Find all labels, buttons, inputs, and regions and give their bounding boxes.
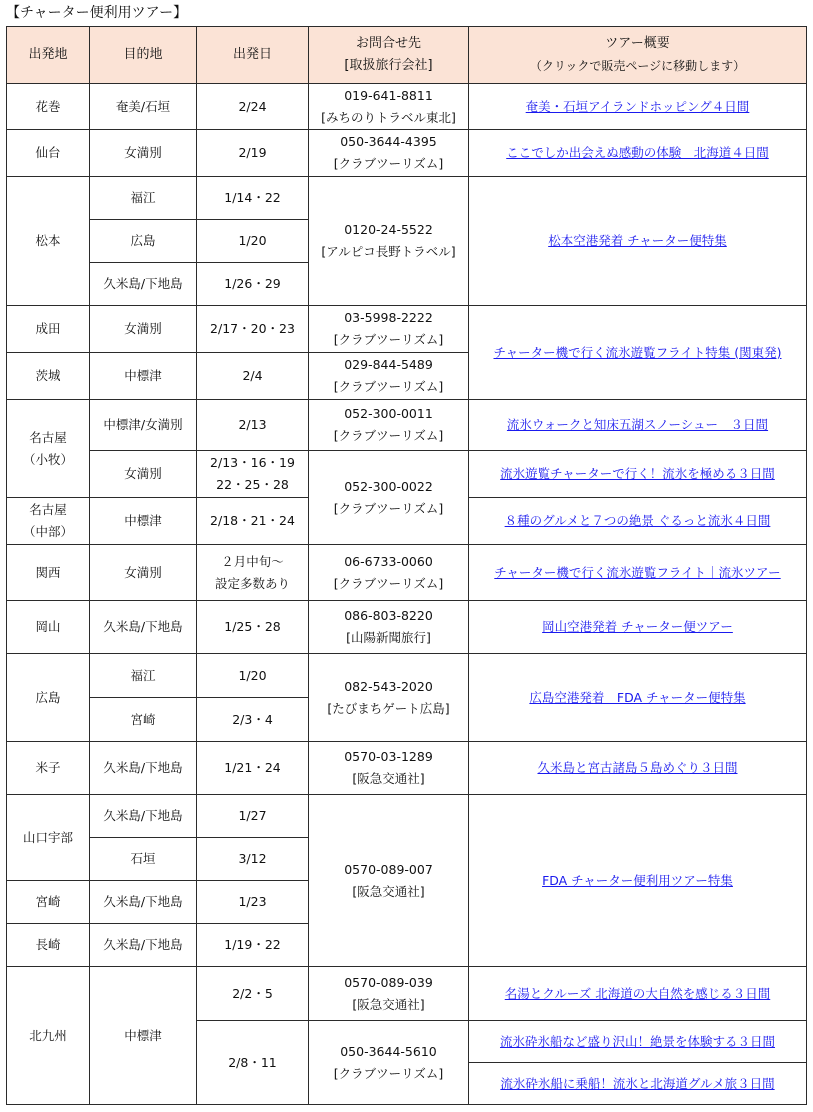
contact-tel: 086-803-8220 xyxy=(344,608,433,623)
contact-tel: 0570-089-007 xyxy=(344,861,433,877)
contact-agency: [クラブツーリズム] xyxy=(333,428,444,443)
contact-agency: [アルピコ長野トラベル] xyxy=(321,244,456,259)
table-row xyxy=(7,795,807,838)
origin-cell: 茨城 xyxy=(7,353,90,400)
table-row xyxy=(7,84,807,130)
header-date: 出発日 xyxy=(197,27,309,84)
origin-cell: 宮崎 xyxy=(7,881,90,924)
contact-cell xyxy=(309,306,469,353)
tour-cell xyxy=(469,400,807,451)
contact-tel: 0570-03-1289 xyxy=(344,749,433,764)
origin-cell: 松本 xyxy=(7,177,90,306)
contact-cell xyxy=(309,1021,469,1105)
header-tour-line1: ツアー概要 xyxy=(605,36,670,51)
date-cell: 1/19・22 xyxy=(197,924,309,967)
date-cell: 1/21・24 xyxy=(197,742,309,795)
date-cell: 1/20 xyxy=(197,220,309,263)
tour-cell xyxy=(469,306,807,400)
contact-cell xyxy=(309,451,469,545)
date-cell: 2/4 xyxy=(197,353,309,400)
tour-cell xyxy=(469,795,807,967)
date-line1: 2/13・16・19 xyxy=(210,455,295,470)
destination-cell: 久米島/下地島 xyxy=(90,742,197,795)
destination-cell: 女満別 xyxy=(90,451,197,498)
origin-cell: 関西 xyxy=(7,545,90,601)
tour-link[interactable]: 流氷遊覧チャーターで行く！流氷を極める３日間 xyxy=(500,466,775,481)
contact-agency: [クラブツーリズム] xyxy=(333,500,444,516)
header-origin: 出発地 xyxy=(7,27,90,84)
origin-cell xyxy=(7,498,90,545)
destination-cell: 女満別 xyxy=(90,306,197,353)
date-cell: 2/13 xyxy=(197,400,309,451)
contact-cell xyxy=(309,742,469,795)
tour-cell xyxy=(469,654,807,742)
origin-cell: 長崎 xyxy=(7,924,90,967)
contact-cell xyxy=(309,177,469,306)
tour-cell xyxy=(469,1063,807,1105)
date-cell: 3/12 xyxy=(197,838,309,881)
contact-tel: 029-844-5489 xyxy=(344,357,433,372)
contact-tel: 082-543-2020 xyxy=(344,678,433,694)
contact-cell xyxy=(309,400,469,451)
destination-cell: 中標津 xyxy=(90,967,197,1105)
date-cell: 2/3・4 xyxy=(197,698,309,742)
date-cell: 1/27 xyxy=(197,795,309,838)
table-row xyxy=(7,742,807,795)
tour-link[interactable]: 松本空港発着 チャーター便特集 xyxy=(548,233,727,248)
tour-cell xyxy=(469,967,807,1021)
contact-agency: [阪急交通社] xyxy=(352,883,425,899)
contact-agency: [クラブツーリズム] xyxy=(333,1065,444,1081)
destination-cell: 石垣 xyxy=(90,838,197,881)
origin-cell: 岡山 xyxy=(7,601,90,654)
table-row xyxy=(7,967,807,1021)
contact-tel: 0570-089-039 xyxy=(344,974,433,990)
header-tour-line2: （クリックで販売ページに移動します） xyxy=(529,59,746,73)
date-cell: 1/20 xyxy=(197,654,309,698)
origin-cell: 成田 xyxy=(7,306,90,353)
destination-cell: 久米島/下地島 xyxy=(90,263,197,306)
origin-cell: 仙台 xyxy=(7,130,90,177)
date-cell: 2/19 xyxy=(197,130,309,177)
contact-tel: 0120-24-5522 xyxy=(344,222,433,237)
contact-agency: [クラブツーリズム] xyxy=(333,156,444,171)
date-cell: 1/23 xyxy=(197,881,309,924)
tour-link[interactable]: チャーター機で行く流氷遊覧フライト特集 (関東発) xyxy=(493,344,782,360)
date-cell: 1/25・28 xyxy=(197,601,309,654)
contact-agency: [山陽新聞旅行] xyxy=(346,630,431,645)
origin-cell: 米子 xyxy=(7,742,90,795)
origin-cell: 広島 xyxy=(7,654,90,742)
table-row xyxy=(7,400,807,451)
date-cell: 1/14・22 xyxy=(197,177,309,220)
destination-cell: 女満別 xyxy=(90,545,197,601)
contact-agency: [クラブツーリズム] xyxy=(333,332,444,347)
contact-agency: [たびまちゲート広島] xyxy=(327,700,450,716)
date-cell: 2/2・5 xyxy=(197,967,309,1021)
destination-cell: 久米島/下地島 xyxy=(90,601,197,654)
tour-link[interactable]: 広島空港発着 FDA チャーター便特集 xyxy=(529,689,746,705)
destination-cell: 福江 xyxy=(90,177,197,220)
header-contact xyxy=(309,27,469,84)
destination-cell: 福江 xyxy=(90,654,197,698)
contact-tel: 050-3644-4395 xyxy=(340,134,437,149)
date-cell: 2/17・20・23 xyxy=(197,306,309,353)
contact-tel: 052-300-0011 xyxy=(344,406,433,421)
tour-link[interactable]: 名湯とクルーズ 北海道の大自然を感じる３日間 xyxy=(504,985,771,1001)
tour-link[interactable]: 岡山空港発着 チャーター便ツアー xyxy=(542,619,733,634)
contact-cell xyxy=(309,654,469,742)
contact-agency: [阪急交通社] xyxy=(352,771,425,786)
destination-cell: 女満別 xyxy=(90,130,197,177)
contact-cell xyxy=(309,545,469,601)
contact-cell xyxy=(309,353,469,400)
tour-link[interactable]: 流氷砕氷船に乗船！流氷と北海道グルメ旅３日間 xyxy=(500,1075,775,1091)
header-destination: 目的地 xyxy=(90,27,197,84)
tour-cell xyxy=(469,742,807,795)
tour-cell xyxy=(469,545,807,601)
origin-cell: 北九州 xyxy=(7,967,90,1105)
table-row xyxy=(7,545,807,601)
contact-cell xyxy=(309,795,469,967)
origin-line1: 名古屋 xyxy=(29,502,67,517)
tour-link[interactable]: チャーター機で行く流氷遊覧フライト｜流氷ツアー xyxy=(494,564,781,580)
contact-agency: [阪急交通社] xyxy=(352,996,425,1012)
table-row xyxy=(7,177,807,220)
contact-cell xyxy=(309,601,469,654)
charter-tour-table xyxy=(6,26,807,1105)
origin-cell: 山口宇部 xyxy=(7,795,90,881)
destination-cell: 中標津 xyxy=(90,498,197,545)
destination-cell: 広島 xyxy=(90,220,197,263)
date-cell xyxy=(197,545,309,601)
date-cell: 2/18・21・24 xyxy=(197,498,309,545)
tour-link[interactable]: 流氷ウォークと知床五湖スノーシュー ３日間 xyxy=(506,417,769,432)
contact-cell xyxy=(309,967,469,1021)
table-row xyxy=(7,451,807,498)
contact-agency: [クラブツーリズム] xyxy=(333,575,444,591)
table-row xyxy=(7,130,807,177)
destination-cell: 中標津 xyxy=(90,353,197,400)
table-row xyxy=(7,601,807,654)
tour-cell xyxy=(469,1021,807,1063)
tour-link[interactable]: 奄美・石垣アイランドホッピング４日間 xyxy=(525,98,750,114)
tour-link[interactable]: ８種のグルメと７つの絶景 ぐるっと流氷４日間 xyxy=(504,513,771,528)
tour-link[interactable]: ここでしか出会えぬ感動の体験 北海道４日間 xyxy=(506,145,769,160)
page-title: 【チャーター便利用ツアー】 xyxy=(6,5,188,21)
tour-link[interactable]: FDA チャーター便利用ツアー特集 xyxy=(542,872,733,888)
table-row xyxy=(7,306,807,353)
date-line1: ２月中旬～ xyxy=(221,553,284,569)
origin-cell xyxy=(7,400,90,498)
destination-cell: 久米島/下地島 xyxy=(90,924,197,967)
header-contact-line2: [取扱旅行会社] xyxy=(344,58,433,73)
contact-agency: [みちのりトラベル東北] xyxy=(321,109,456,125)
origin-line1: 名古屋 xyxy=(29,429,67,445)
tour-link[interactable]: 流氷砕氷船など盛り沢山！絶景を体験する３日間 xyxy=(499,1033,775,1049)
tour-link[interactable]: 久米島と宮古諸島５島めぐり３日間 xyxy=(537,760,738,775)
destination-cell: 中標津/女満別 xyxy=(90,400,197,451)
origin-line2: （中部） xyxy=(22,524,73,539)
date-cell: 2/8・11 xyxy=(197,1021,309,1105)
table-row xyxy=(7,654,807,698)
contact-tel: 052-300-0022 xyxy=(344,478,433,494)
contact-tel: 03-5998-2222 xyxy=(344,310,433,325)
table-header-row xyxy=(7,27,807,84)
destination-cell: 久米島/下地島 xyxy=(90,795,197,838)
contact-cell xyxy=(309,84,469,130)
contact-tel: 050-3644-5610 xyxy=(340,1043,437,1059)
date-line2: 設定多数あり xyxy=(214,575,290,591)
tour-cell xyxy=(469,84,807,130)
date-cell: 1/26・29 xyxy=(197,263,309,306)
origin-cell: 花巻 xyxy=(7,84,90,130)
date-cell xyxy=(197,451,309,498)
date-line2: 22・25・28 xyxy=(216,477,289,492)
header-contact-line1: お問合せ先 xyxy=(355,36,421,51)
destination-cell: 久米島/下地島 xyxy=(90,881,197,924)
tour-cell xyxy=(469,498,807,545)
tour-cell xyxy=(469,130,807,177)
tour-cell xyxy=(469,451,807,498)
header-tour xyxy=(469,27,807,84)
contact-tel: 019-641-8811 xyxy=(344,87,433,103)
tour-cell xyxy=(469,601,807,654)
origin-line2: （小牧） xyxy=(22,451,73,467)
tour-cell xyxy=(469,177,807,306)
contact-tel: 06-6733-0060 xyxy=(344,553,433,569)
contact-agency: [クラブツーリズム] xyxy=(333,379,444,394)
destination-cell: 奄美/石垣 xyxy=(90,84,197,130)
destination-cell: 宮崎 xyxy=(90,698,197,742)
date-cell: 2/24 xyxy=(197,84,309,130)
contact-cell xyxy=(309,130,469,177)
